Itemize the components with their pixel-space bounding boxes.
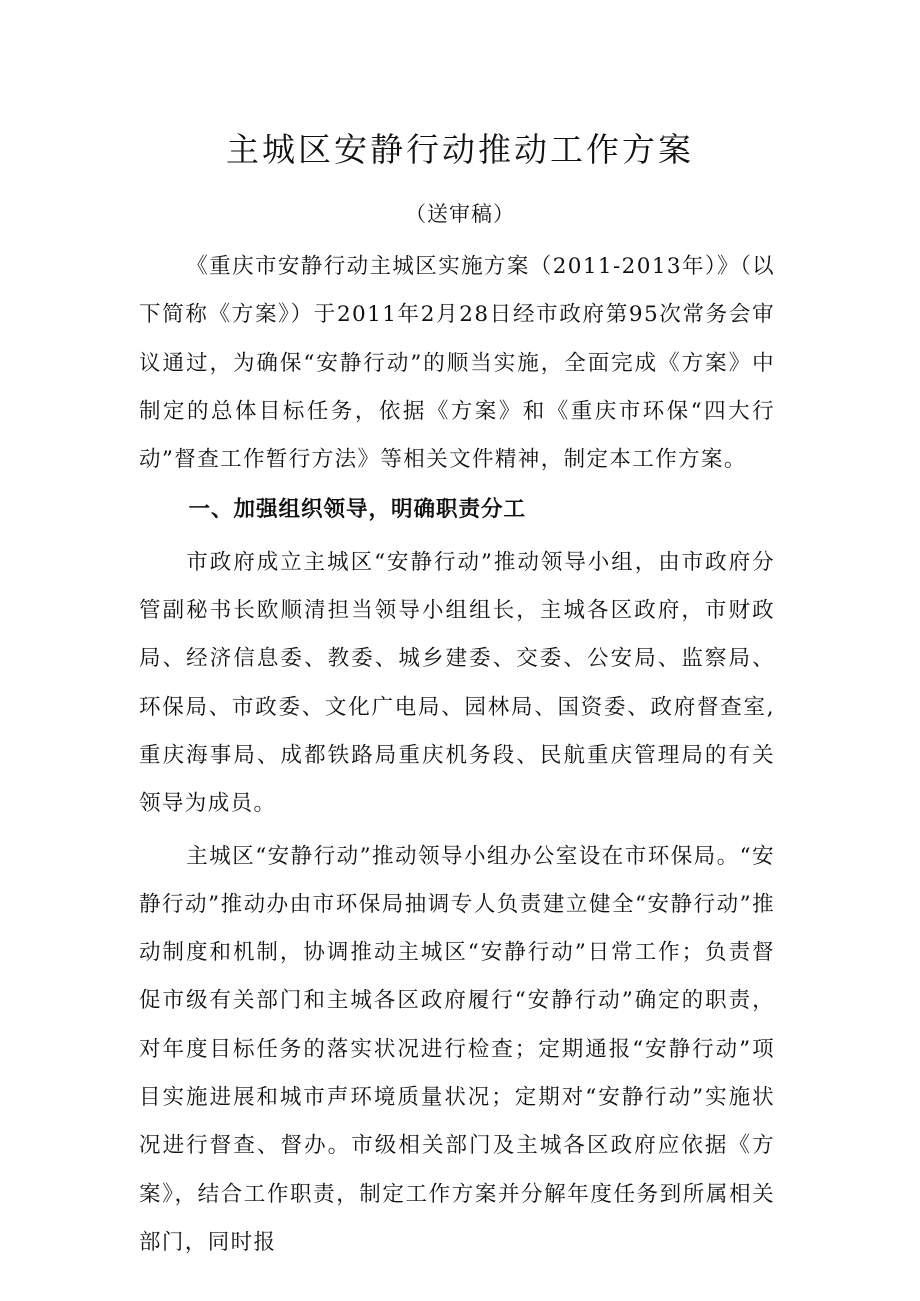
- section-heading: 一、加强组织领导，明确职责分工: [188, 497, 526, 523]
- intro-paragraph: 《重庆市安静行动主城区实施方案（2011-2013年）》（以下简称《方案》）于2011年2月28日经市政府第95次常务会审议通过，为确保“安静行动”的顺当实施，全面完成《方案》中制定的总体目标任务，依据《方案》和《重庆市环保“四大行动”督查工作暂行方法》等相关文件精神，制定本工作方案。: [139, 254, 775, 473]
- body-paragraph: 主城区“安静行动”推动领导小组办公室设在市环保局。“安静行动”推动办由市环保局抽调专人负责建立健全“安静行动”推动制度和机制，协调推动主城区“安静行动”日常工作；负责督促市级有关部门和主城各区政府履行“安静行动”确定的职责，对年度目标任务的落实状况进行检查；定期通报“安静行动”项目实施进展和城市声环境质量状况；定期对“安静行动”实施状况进行督查、督办。市级相关部门及主城各区政府应依据《方案》，结合工作职责，制定工作方案并分解年度任务到所属相关部门，同时报: [139, 843, 775, 1255]
- document-body: [139, 243, 775, 1267]
- document-title: 主城区安静行动推动工作方案: [226, 130, 694, 169]
- body-paragraph: 市政府成立主城区“安静行动”推动领导小组，由市政府分管副秘书长欧顺清担当领导小组组长，主城各区政府，市财政局、经济信息委、教委、城乡建委、交委、公安局、监察局、环保局、市政委、文化广电局、园林局、国资委、政府督查室,重庆海事局、成都铁路局重庆机务段、民航重庆管理局的有关领导为成员。: [139, 549, 775, 817]
- document-subtitle: （送审稿）: [405, 202, 515, 226]
